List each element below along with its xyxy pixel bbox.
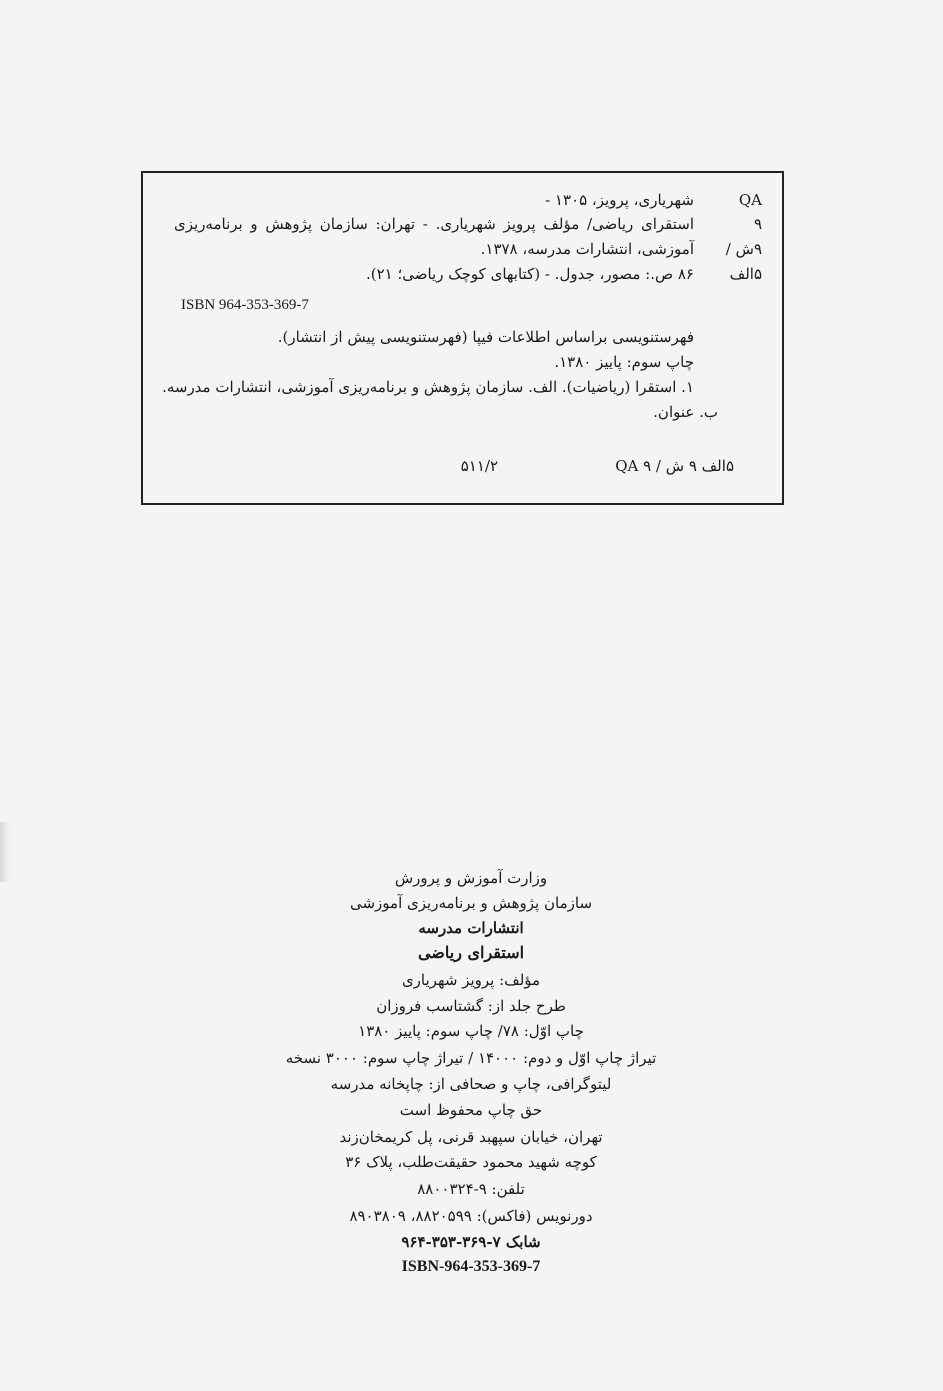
cataloging-in-publication-box bbox=[141, 171, 784, 505]
classification-line-1: QA bbox=[738, 191, 762, 209]
author-credit: مؤلف: پرویز شهریاری bbox=[401, 971, 541, 989]
classification-line-4: ۵الف bbox=[729, 265, 762, 283]
scan-edge-shadow bbox=[0, 822, 10, 882]
ministry-name: وزارت آموزش و پرورش bbox=[394, 869, 548, 887]
catalog-isbn: ISBN 964-353-369-7 bbox=[181, 297, 309, 313]
catalog-note-fipa: فهرستنویسی براساس اطلاعات فیپا (فهرستنویسی پیش از انتشار). bbox=[277, 328, 694, 346]
fax: دورنویس (فاکس): ۸۸۲۰۵۹۹، ۸۹۰۳۸۰۹ bbox=[349, 1207, 593, 1225]
classification-line-2: ۹ bbox=[753, 215, 762, 233]
lc-call-number: ۵الف ۹ ش / QA ۹ bbox=[615, 457, 734, 475]
print-edition-dates: چاپ اوّل: ۷۸/ چاپ سوم: پاییز ۱۳۸۰ bbox=[358, 1022, 584, 1040]
classification-line-3: ۹ش / bbox=[725, 240, 762, 258]
organization-name: سازمان پژوهش و برنامه‌ریزی آموزشی bbox=[349, 894, 593, 912]
dewey-number: ۵۱۱/۲ bbox=[460, 457, 498, 475]
publisher-name: انتشارات مدرسه bbox=[418, 919, 524, 937]
publisher-statement: آموزشی، انتشارات مدرسه، ۱۳۷۸. bbox=[480, 240, 694, 258]
isbn-number: ISBN-964-353-369-7 bbox=[401, 1258, 541, 1275]
cover-design-credit: طرح جلد از: گشتاسب فروزان bbox=[376, 997, 566, 1015]
copyright-notice: حق چاپ محفوظ است bbox=[399, 1101, 543, 1119]
catalog-title-entry: ب. عنوان. bbox=[653, 403, 718, 421]
shabak-number: شابک ۷-۳۶۹-۳۵۳-۹۶۴ bbox=[401, 1233, 541, 1251]
book-title: استقرای ریاضی bbox=[417, 943, 525, 962]
address-line-2: کوچه شهید محمود حقیقت‌طلب، پلاک ۳۶ bbox=[345, 1153, 597, 1171]
author-heading: شهریاری، پرویز، ۱۳۰۵ - bbox=[545, 191, 694, 209]
print-run: تیراژ چاپ اوّل و دوم: ۱۴۰۰۰ / تیراژ چاپ سوم: ۳۰۰۰ نسخه bbox=[285, 1049, 657, 1067]
telephone: تلفن: ۹-۸۸۰۰۳۲۴ bbox=[417, 1180, 525, 1198]
catalog-note-edition: چاپ سوم: پاییز ۱۳۸۰. bbox=[554, 353, 694, 371]
title-statement: استقرای ریاضی/ مؤلف پرویز شهریاری. - تهران: سازمان پژوهش و برنامه‌ریزی bbox=[174, 215, 694, 233]
printer-credit: لیتوگرافی، چاپ و صحافی از: چاپخانه مدرسه bbox=[330, 1075, 612, 1093]
physical-description: ۸۶ ص.: مصور، جدول. - (کتابهای کوچک ریاضی؛ ۲۱). bbox=[365, 265, 694, 283]
address-line-1: تهران، خیابان سپهبد قرنی، پل کریمخان‌زند bbox=[339, 1128, 603, 1146]
catalog-subject-entries: ۱. استقرا (ریاضیات). الف. سازمان پژوهش و برنامه‌ریزی آموزشی، انتشارات مدرسه. bbox=[162, 378, 694, 396]
